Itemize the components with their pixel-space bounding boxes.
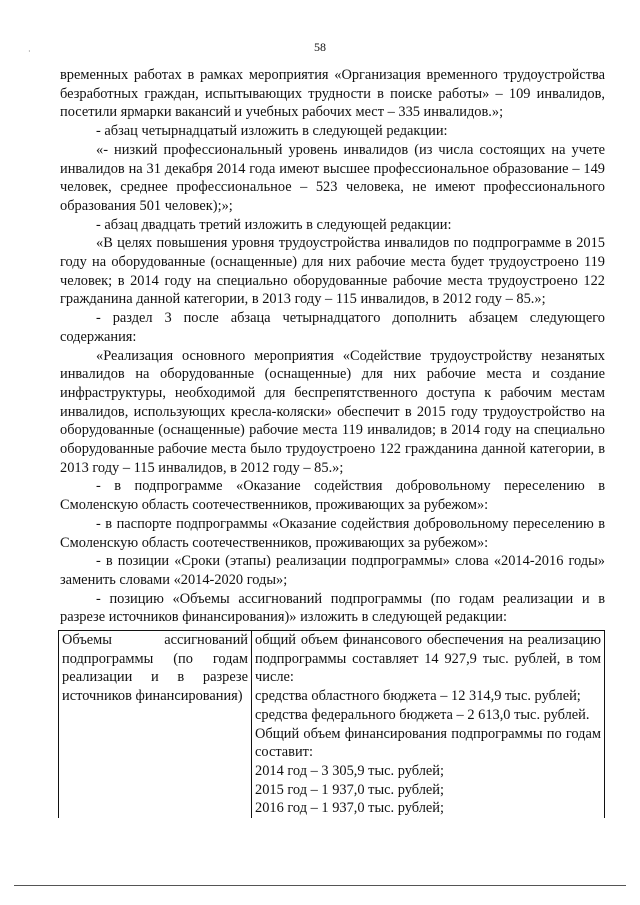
paragraph: «- низкий профессиональный уровень инвалидов (из числа состоящих на учете инвалидов на 31 декабря 2014 года имеют высшее профессиональное образование – 149 человек, среднее профессиональное – 523 человека, не имеют профессионального образования 501 человек);»; (60, 141, 605, 214)
table-cell-label: Объемы ассигнований подпрограммы (по годам реализации и в разрезе источников финансирования) (59, 631, 252, 819)
paragraph: «Реализация основного мероприятия «Содействие трудоустройству незанятых инвалидов на оборудованные (оснащенные) для них рабочие места и создание инфраструктуры, необходимой для беспрепятственного доступа к рабочим местам инвалидов, использующих кресла-коляски» обеспечит в 2015 году трудоустройство на оборудованные (оснащенные) рабочие места 119 инвалидов; в 2014 году на специально оборудованные рабочие места было трудоустроено 122 гражданина данной категории, в 2013 году – 115 инвалидов, в 2012 году – 85.»; (60, 347, 605, 476)
paragraph: - позицию «Объемы ассигнований подпрограммы (по годам реализации и в разрезе источников финансирования)» изложить в следующей редакции: (60, 590, 605, 626)
financing-table (58, 630, 605, 818)
paragraph: - раздел 3 после абзаца четырнадцатого дополнить абзацем следующего содержания: (60, 310, 605, 345)
table-cell-line: средства областного бюджета – 12 314,9 тыс. рублей; (255, 688, 581, 705)
table-cell-line: 2015 год – 1 937,0 тыс. рублей; (255, 781, 444, 798)
table-cell-line: общий объем финансового обеспечения на реализацию подпрограммы составляет 14 927,9 тыс. рублей, в том числе: (255, 632, 601, 686)
paragraph: - в подпрограмме «Оказание содействия добровольному переселению в Смоленскую область соотечественников, проживающих за рубежом»: (60, 478, 605, 514)
table-row (59, 631, 605, 819)
table-cell-line: 2014 год – 3 305,9 тыс. рублей; (255, 762, 444, 779)
paragraph: - в позиции «Сроки (этапы) реализации подпрограммы» слова «2014-2016 годы» заменить словами «2014-2020 годы»; (60, 553, 605, 588)
paragraph: - абзац двадцать третий изложить в следующей редакции: (96, 216, 452, 233)
document-body (60, 66, 605, 627)
page-number: 58 (314, 40, 326, 54)
paragraph: - в паспорте подпрограммы «Оказание содействия добровольному переселению в Смоленскую область соотечественников, проживающих за рубежом»: (60, 515, 605, 551)
scan-speck: · (28, 47, 31, 56)
paragraph: «В целях повышения уровня трудоустройства инвалидов по подпрограмме в 2015 году на оборудованные (оснащенные) для них рабочие места будет трудоустроено 119 человек; в 2014 году на специально оборудованные рабочие места трудоустроено 122 гражданина данной категории, в 2013 году – 115 инвалидов, в 2012 году – 85.»; (60, 235, 605, 308)
table-cell-line: Общий объем финансирования подпрограммы по годам составит: (255, 725, 601, 761)
paragraph: - абзац четырнадцатый изложить в следующей редакции: (96, 123, 448, 140)
table-cell-line: средства федерального бюджета – 2 613,0 тыс. рублей. (255, 706, 590, 723)
table-cell-content (252, 631, 605, 819)
page-bottom-rule (14, 885, 626, 886)
table-cell-line: 2016 год – 1 937,0 тыс. рублей; (255, 800, 444, 817)
paragraph: временных работах в рамках мероприятия «Организация временного трудоустройства безработных граждан, испытывающих трудности в поиске работы» – 109 инвалидов, посетили ярмарки вакансий и учебных рабочих мест – 335 инвалидов.»; (60, 67, 605, 121)
